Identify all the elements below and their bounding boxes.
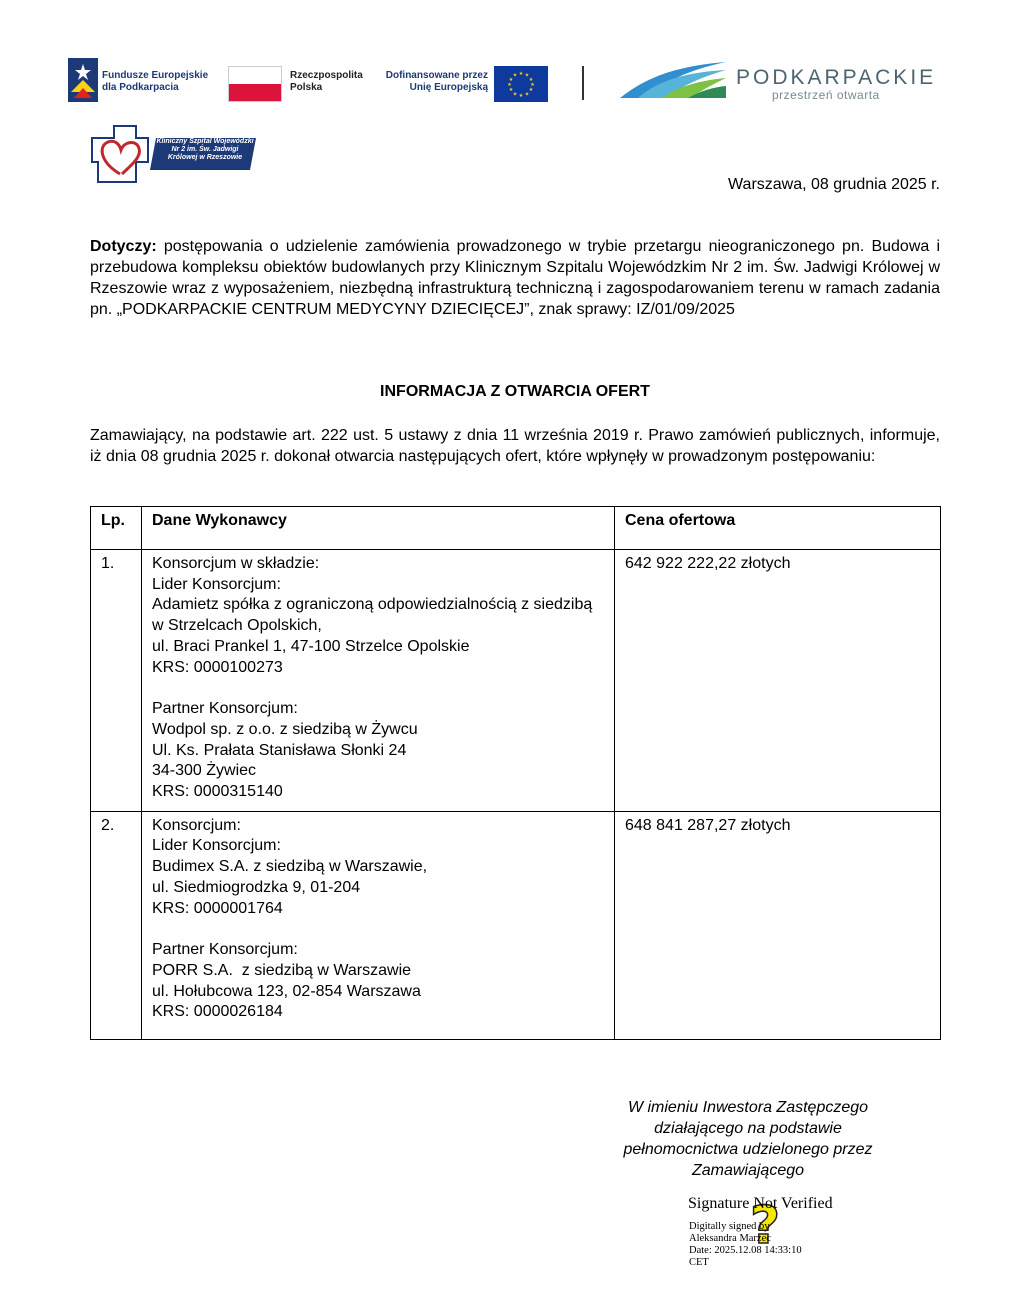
podkarpackie-title: PODKARPACKIE <box>736 66 937 89</box>
eu-funding-text: Dofinansowane przez Unię Europejską <box>385 70 488 93</box>
document-date: Warszawa, 08 grudnia 2025 r. <box>728 176 940 193</box>
table-row <box>91 811 941 1039</box>
contractor-line: KRS: 0000001764 <box>152 899 283 917</box>
contractor-line: Budimex S.A. z siedzibą w Warszawie, <box>152 858 428 876</box>
contractor-line: Wodpol sp. z o.o. z siedzibą w Żywcu <box>152 720 418 738</box>
logo-divider <box>582 66 584 100</box>
signature-detail-line: CET <box>689 1257 709 1268</box>
header-lp: Lp. <box>91 507 142 550</box>
svg-text:★: ★ <box>512 91 518 98</box>
table-header-row <box>91 507 941 550</box>
svg-text:★: ★ <box>508 87 514 93</box>
svg-text:★: ★ <box>530 82 535 88</box>
svg-text:★: ★ <box>512 72 518 79</box>
row-contractor <box>142 811 615 1039</box>
contractor-line: Partner Konsorcjum: <box>152 700 298 718</box>
contractor-line: KRS: 0000100273 <box>152 658 283 676</box>
svg-text:★: ★ <box>518 71 524 77</box>
hospital-logo-text: Kliniczny Szpital Wojewódzki Nr 2 im. Św. Jadwigi Królowej w Rzeszowie <box>156 138 254 161</box>
eu-flag-icon <box>494 66 548 102</box>
contractor-line: ul. Hołubcowa 123, 02-854 Warszawa <box>152 982 421 1000</box>
contractor-line: Konsorcjum: <box>152 816 241 834</box>
signature-block <box>596 1097 900 1181</box>
row-price: 642 922 222,22 złotych <box>615 550 941 812</box>
svg-text:★: ★ <box>508 77 514 83</box>
table-row <box>91 550 941 812</box>
svg-text:★: ★ <box>528 87 534 93</box>
row-price: 648 841 287,27 złotych <box>615 811 941 1039</box>
signature-line: działającego na podstawie <box>654 1120 842 1137</box>
subject-paragraph <box>90 236 940 320</box>
offers-table <box>90 506 941 1040</box>
signature-line: W imieniu Inwestora Zastępczego <box>627 1099 869 1116</box>
header-contractor: Dane Wykonawcy <box>142 507 615 550</box>
fundusze-europejskie-text: Fundusze Europejskie dla Podkarpacia <box>102 70 209 93</box>
intro-paragraph: Zamawiający, na podstawie art. 222 ust. 5 ustawy z dnia 11 września 2019 r. Prawo zamówień publicznych, informuje, iż dnia 08 grudnia 2025 r. dokonał otwarcia następujących ofert, które wpłynęły w prowadzonym postępowaniu: <box>90 427 940 465</box>
row-lp: 1. <box>91 550 142 812</box>
contractor-line: Ul. Ks. Prałata Stanisława Słonki 24 <box>152 741 407 759</box>
signature-detail-line: Digitally signed by <box>689 1221 770 1232</box>
signature-detail-line: Date: 2025.12.08 14:33:10 <box>689 1245 802 1256</box>
contractor-line: KRS: 0000315140 <box>152 783 283 801</box>
header-price: Cena ofertowa <box>615 507 941 550</box>
contractor-line: PORR S.A. z siedzibą w Warszawie <box>152 961 412 979</box>
svg-text:★: ★ <box>524 91 530 98</box>
fundusze-europejskie-logo-icon <box>68 58 98 102</box>
polish-flag-icon <box>228 66 282 102</box>
signature-details <box>689 1221 802 1269</box>
contractor-line: Partner Konsorcjum: <box>152 941 298 959</box>
contractor-line: ul. Braci Prankel 1, 47-100 Strzelce Opolskie <box>152 637 470 655</box>
signature-line: pełnomocnictwa udzielonego przez <box>623 1141 873 1158</box>
svg-text:★: ★ <box>507 82 512 88</box>
signature-line: Zamawiającego <box>691 1162 805 1179</box>
podkarpackie-subtitle: przestrzeń otwarta <box>772 88 880 102</box>
contractor-line: Konsorcjum w składzie: <box>152 555 320 572</box>
row-contractor <box>142 550 615 812</box>
contractor-line: Lider Konsorcjum: <box>152 837 281 855</box>
rzeczpospolita-text: Rzeczpospolita Polska <box>290 70 363 93</box>
contractor-line: ul. Siedmiogrodzka 9, 01-204 <box>152 878 361 896</box>
document-title: INFORMACJA Z OTWARCIA OFERT <box>380 383 650 400</box>
contractor-line: Lider Konsorcjum: <box>152 575 281 593</box>
svg-text:★: ★ <box>524 72 530 79</box>
contractor-line: KRS: 0000026184 <box>152 1003 283 1021</box>
signature-question-icon: ? <box>750 1196 781 1256</box>
subject-label: Dotyczy: <box>90 238 157 255</box>
signature-status[interactable]: Signature Not Verified <box>688 1195 833 1212</box>
svg-text:★: ★ <box>518 93 524 99</box>
contractor-line: Adamietz spółka z ograniczoną odpowiedzialnością z siedzibą w Strzelcach Opolskich, <box>152 596 593 635</box>
subject-text: postępowania o udzielenie zamówienia prowadzonego w trybie przetargu nieograniczonego pn. Budowa i przebudowa kompleksu obiektów budowlanych przy Klinicznym Szpitalu Wojewódzkim Nr 2 im. Św. Jadwigi Królowej w Rzeszowie wraz z wyposażeniem, niezbędną infrastrukturą techniczną i zagospodarowaniem terenu w ramach zadania pn. „PODKARPACKIE CENTRUM MEDYCYNY DZIECIĘCEJ”, znak sprawy: IZ/01/09/2025 <box>90 238 940 318</box>
signature-detail-line: Aleksandra Marzec <box>689 1233 771 1244</box>
contractor-line: 34-300 Żywiec <box>152 762 257 780</box>
podkarpackie-mark-icon <box>618 58 728 100</box>
svg-text:★: ★ <box>528 77 534 83</box>
row-lp: 2. <box>91 811 142 1039</box>
